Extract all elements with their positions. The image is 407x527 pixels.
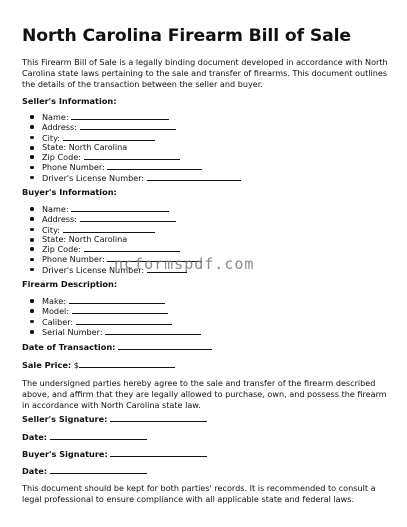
buyer-signature: Buyer's Signature:	[22, 449, 207, 459]
bullet	[30, 217, 34, 221]
bullet	[30, 268, 34, 272]
buyer-address-field: Address:	[30, 214, 202, 224]
seller-fields	[30, 112, 241, 183]
blank-line[interactable]	[63, 133, 155, 141]
buyer-zip-field: Zip Code:	[30, 244, 202, 254]
blank-line[interactable]	[69, 296, 165, 304]
blank-line[interactable]	[105, 327, 201, 335]
intro-paragraph: This Firearm Bill of Sale is a legally binding document developed in accordance with North Carolina state laws pertaining to the sale and transfer of firearms. This document outlines the details of the transaction between the seller and buyer.	[22, 57, 388, 89]
blank-line[interactable]	[107, 162, 202, 170]
bullet	[30, 258, 34, 262]
blank-line[interactable]	[80, 214, 176, 222]
firearm-model-field: Model:	[30, 306, 201, 316]
bullet	[30, 228, 34, 232]
buyer-phone-field: Phone Number:	[30, 254, 202, 264]
buyer-date: Date:	[22, 466, 147, 476]
buyer-state-field: State: North Carolina	[30, 235, 202, 244]
bullet	[30, 136, 34, 140]
firearm-caliber-field: Caliber:	[30, 317, 201, 327]
seller-name-field: Name:	[30, 112, 241, 122]
bullet	[30, 207, 34, 211]
seller-signature-line[interactable]	[110, 414, 207, 422]
buyer-heading: Buyer's Information:	[22, 187, 117, 197]
bullet	[30, 125, 34, 129]
blank-line[interactable]	[71, 112, 169, 120]
bullet	[30, 320, 34, 324]
date-of-transaction: Date of Transaction:	[22, 342, 212, 352]
bullet	[30, 155, 34, 159]
bullet	[30, 115, 34, 119]
agreement-paragraph: The undersigned parties hereby agree to the sale and transfer of the firearm described above, and affirm that they are legally allowed to purchase, own, and possess the firearm in accordance with North Carolina state law.	[22, 378, 387, 410]
seller-state-field: State: North Carolina	[30, 143, 241, 152]
document-title: North Carolina Firearm Bill of Sale	[22, 26, 351, 46]
buyer-city-field: City:	[30, 225, 202, 235]
blank-line[interactable]	[84, 244, 180, 252]
firearm-heading: Firearm Description:	[22, 279, 118, 289]
buyer-name-field: Name:	[30, 204, 202, 214]
closing-paragraph: This document should be kept for both parties' records. It is recommended to consult a legal professional to ensure compliance with all applicable state and federal laws.	[22, 483, 376, 504]
bullet	[30, 176, 34, 180]
seller-phone-field: Phone Number:	[30, 162, 241, 172]
date-of-transaction-line[interactable]	[118, 342, 212, 350]
sale-price: Sale Price: $	[22, 360, 175, 370]
seller-date-line[interactable]	[50, 432, 147, 440]
blank-line[interactable]	[71, 204, 169, 212]
blank-line[interactable]	[72, 306, 168, 314]
bullet	[30, 330, 34, 334]
seller-signature: Seller's Signature:	[22, 414, 207, 424]
seller-address-field: Address:	[30, 122, 241, 132]
buyer-license-field: Driver's License Number:	[30, 265, 202, 275]
firearm-make-field: Make:	[30, 296, 201, 306]
firearm-serial-field: Serial Number:	[30, 327, 201, 337]
seller-zip-field: Zip Code:	[30, 152, 241, 162]
blank-line[interactable]	[84, 152, 180, 160]
blank-line[interactable]	[76, 317, 172, 325]
bullet	[30, 146, 34, 150]
bullet	[30, 166, 34, 170]
sale-price-line[interactable]	[79, 360, 175, 368]
seller-date: Date:	[22, 432, 147, 442]
seller-license-field: Driver's License Number:	[30, 173, 241, 183]
buyer-signature-line[interactable]	[110, 449, 207, 457]
watermark: ncformspdf.com	[114, 255, 255, 273]
buyer-date-line[interactable]	[50, 466, 147, 474]
bullet	[30, 247, 34, 251]
seller-heading: Seller's Information:	[22, 96, 117, 106]
firearm-fields	[30, 296, 201, 337]
bullet	[30, 299, 34, 303]
blank-line[interactable]	[80, 122, 176, 130]
bullet	[30, 309, 34, 313]
seller-city-field: City:	[30, 133, 241, 143]
blank-line[interactable]	[147, 173, 241, 181]
bullet	[30, 238, 34, 242]
blank-line[interactable]	[63, 225, 155, 233]
